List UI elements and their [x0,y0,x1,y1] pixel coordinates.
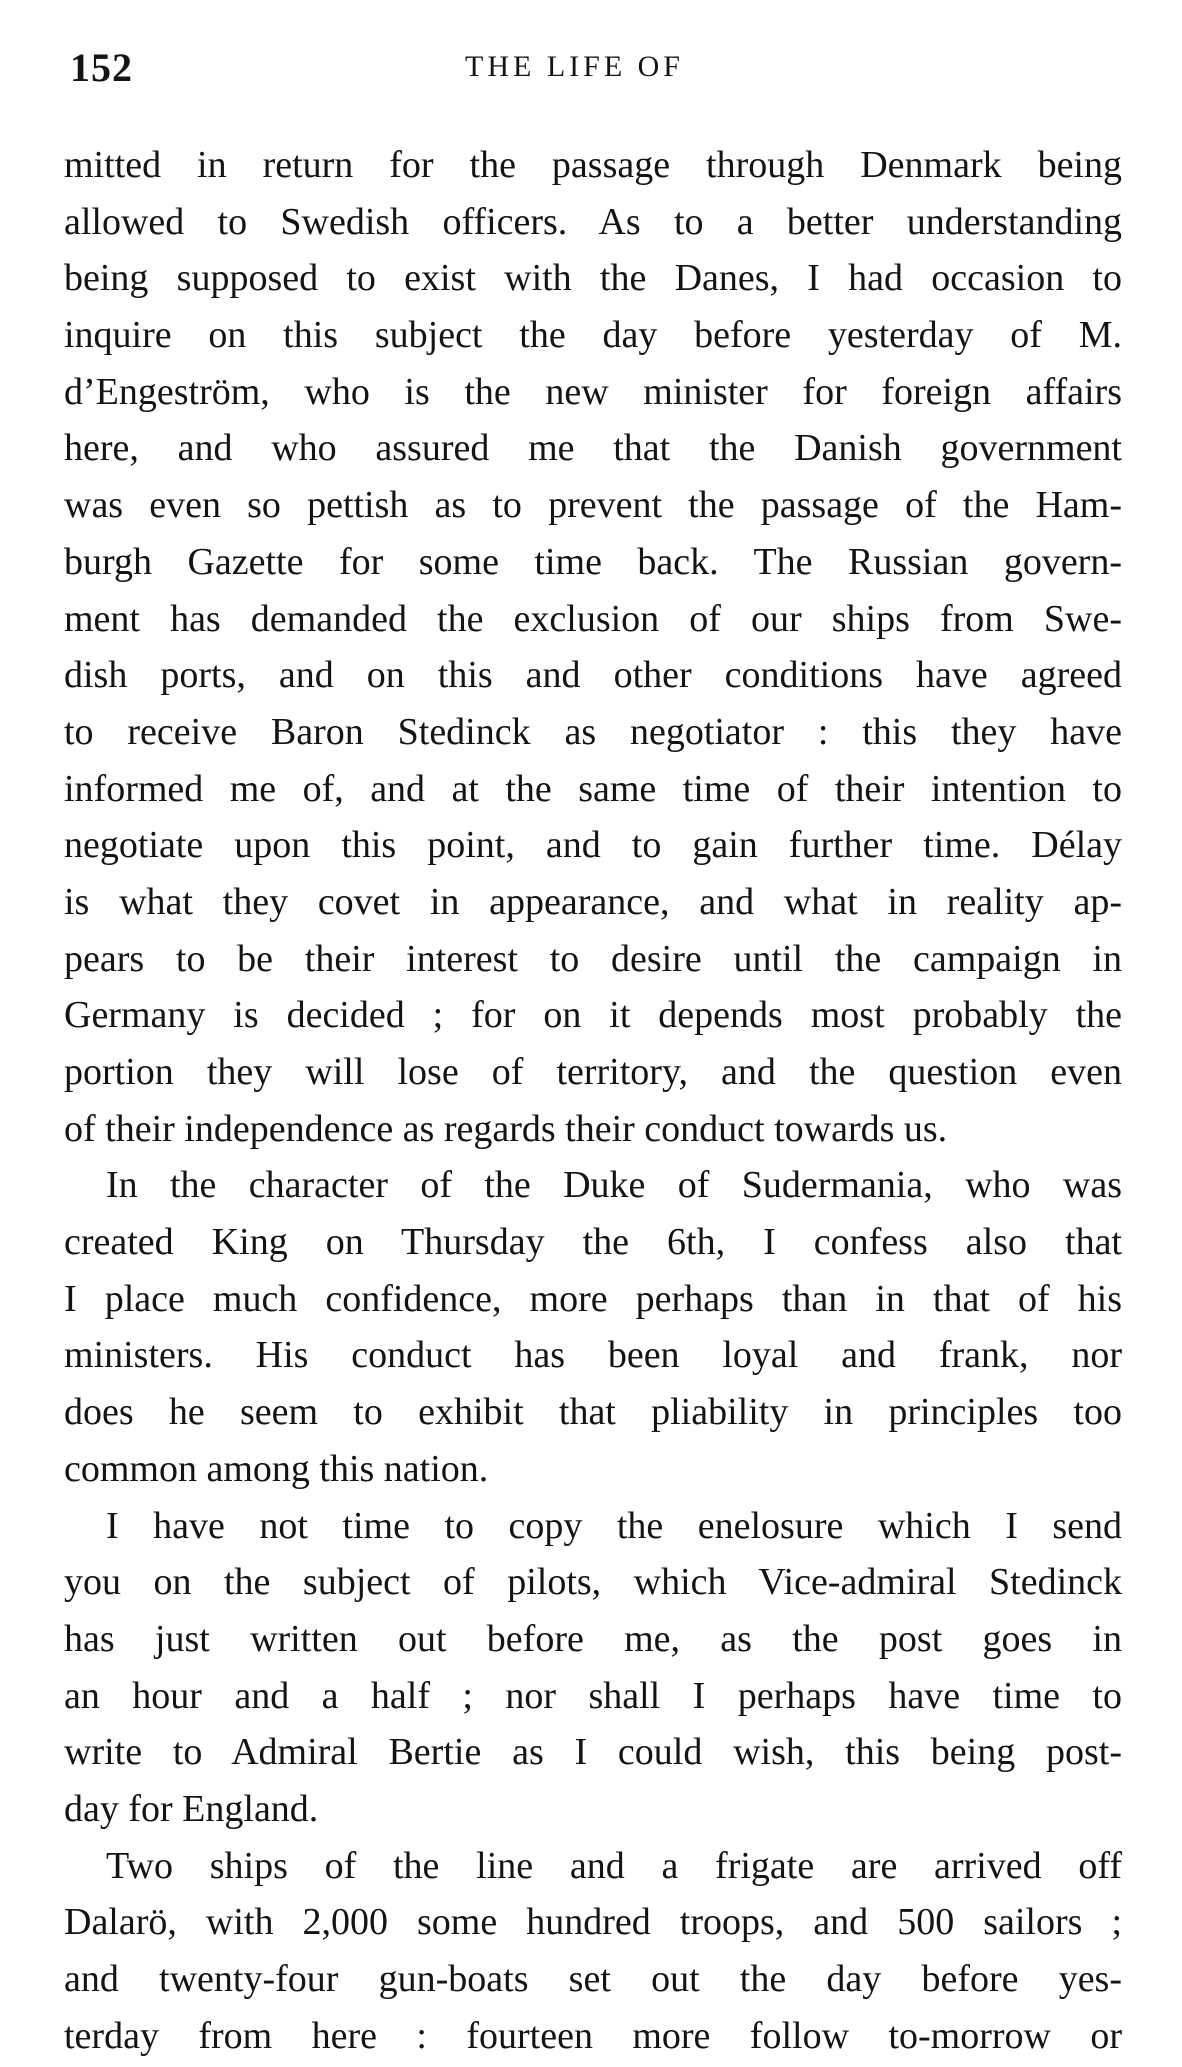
text-line: common among this nation. [64,1447,489,1490]
running-head [70,44,1120,94]
text-line: d’Engeström, who is the new minister for foreign affairs [64,370,1122,413]
text-line: does he seem to exhibit that pliability in principles too [64,1391,1122,1434]
body-text [64,137,1122,2064]
text-line: created King on Thursday the 6th, I confess also that [64,1221,1122,1264]
text-line: informed me of, and at the same time of their intention to [64,767,1122,810]
text-line: you on the subject of pilots, which Vice-admiral Stedinck [64,1561,1122,1604]
text-line: Dalarö, with 2,000 some hundred troops, and 500 sailors ; [64,1901,1122,1944]
text-line: an hour and a half ; nor shall I perhaps have time to [64,1674,1122,1717]
text-line: here, and who assured me that the Danish government [64,427,1122,470]
text-line: was even so pettish as to prevent the passage of the Ham- [64,484,1122,527]
text-line: day for England. [64,1787,319,1830]
text-line: negotiate upon this point, and to gain further time. Délay [64,824,1122,867]
text-line: burgh Gazette for some time back. The Russian govern- [64,540,1122,583]
text-line: mitted in return for the passage through Denmark being [64,144,1122,186]
text-line: ment has demanded the exclusion of our ships from Swe- [64,597,1122,640]
page-number: 152 [70,45,133,90]
text-line: has just written out before me, as the post goes in [64,1617,1122,1660]
text-line: portion they will lose of territory, and the question even [64,1051,1122,1093]
text-line: of their independence as regards their conduct towards us. [64,1107,948,1150]
text-line: ministers. His conduct has been loyal and frank, nor [64,1334,1122,1377]
text-line: being supposed to exist with the Danes, I had occasion to [64,257,1122,300]
text-line: write to Admiral Bertie as I could wish, this being post- [64,1731,1122,1774]
text-line: terday from here : fourteen more follow to-morrow or [64,2014,1122,2057]
running-title: THE LIFE OF [465,50,684,83]
text-line: and twenty-four gun-boats set out the day before yes- [64,1958,1122,2000]
text-line: inquire on this subject the day before yesterday of M. [64,314,1122,357]
paragraph-first-line: In the character of the Duke of Sudermania, who was [106,1164,1122,1207]
text-line: pears to be their interest to desire until the campaign in [64,937,1122,980]
text-line: is what they covet in appearance, and what in reality ap- [64,880,1122,923]
text-line: I place much confidence, more perhaps than in that of his [64,1277,1122,1320]
text-line: dish ports, and on this and other conditions have agreed [64,654,1122,697]
text-line: Germany is decided ; for on it depends most probably the [64,994,1122,1037]
paragraph-first-line: I have not time to copy the enelosure which I send [106,1504,1122,1547]
paragraph-first-line: Two ships of the line and a frigate are arrived off [106,1844,1122,1887]
text-line: allowed to Swedish officers. As to a better understanding [64,200,1122,243]
text-line: to receive Baron Stedinck as negotiator : this they have [64,710,1122,753]
